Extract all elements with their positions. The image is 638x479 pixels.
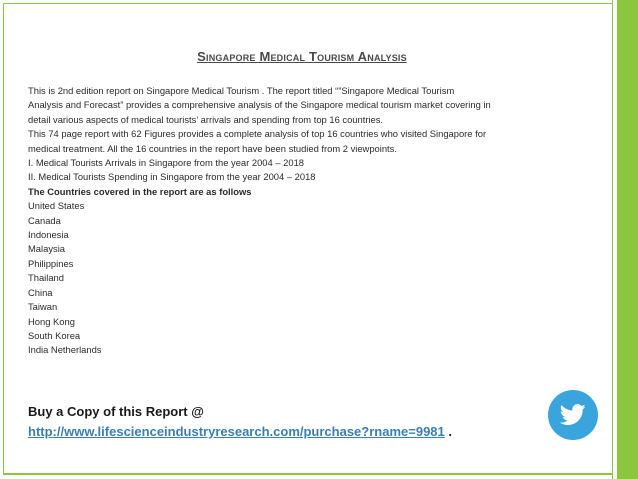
right-accent-line bbox=[612, 0, 613, 479]
country-item: Hong Kong bbox=[28, 315, 75, 327]
link-suffix: . bbox=[444, 424, 452, 439]
paragraph-line: medical treatment. All the 16 countries in the report have been studied from 2 viewpoints. bbox=[28, 142, 397, 154]
buy-link-line bbox=[28, 422, 548, 442]
country-item: China bbox=[28, 286, 53, 298]
country-item: Indonesia bbox=[28, 229, 69, 241]
country-item: India Netherlands bbox=[28, 344, 102, 356]
country-item: Thailand bbox=[28, 272, 64, 284]
country-item: Taiwan bbox=[28, 301, 58, 313]
countries-heading: The Countries covered in the report are as follows bbox=[28, 185, 252, 197]
purchase-link[interactable]: http://www.lifescienceindustryresearch.com/purchase?rname=9981 bbox=[28, 424, 445, 439]
paragraph-line: detail various aspects of medical tourists’ arrivals and spending from top 16 countries. bbox=[28, 113, 384, 125]
country-item: Philippines bbox=[28, 257, 74, 269]
right-accent-bar bbox=[617, 0, 638, 479]
paragraph-line: Analysis and Forecast” provides a comprehensive analysis of the Singapore medical tourism market covering in bbox=[28, 99, 491, 111]
paragraph-line: II. Medical Tourists Spending in Singapore from the year 2004 – 2018 bbox=[28, 171, 316, 183]
paragraph-line: I. Medical Tourists Arrivals in Singapore from the year 2004 – 2018 bbox=[28, 157, 305, 169]
buy-label: Buy a Copy of this Report @ bbox=[28, 404, 204, 419]
paragraph-line: This is 2nd edition report on Singapore Medical Tourism . The report titled “”Singapore Medical Tourism bbox=[28, 85, 455, 96]
country-item: United States bbox=[28, 200, 85, 212]
paragraph-line: This 74 page report with 62 Figures provides a complete analysis of top 16 countries who visited Singapore for bbox=[28, 128, 487, 140]
country-item: Malaysia bbox=[28, 243, 65, 255]
country-item: South Korea bbox=[28, 329, 81, 341]
twitter-button[interactable] bbox=[548, 390, 598, 440]
bottom-accent-line bbox=[3, 474, 612, 475]
report-description bbox=[28, 84, 594, 358]
buy-report-block bbox=[28, 402, 548, 442]
page-title: Singapore Medical Tourism Analysis bbox=[197, 49, 407, 64]
twitter-bird-icon bbox=[560, 404, 586, 426]
country-item: Canada bbox=[28, 214, 61, 226]
